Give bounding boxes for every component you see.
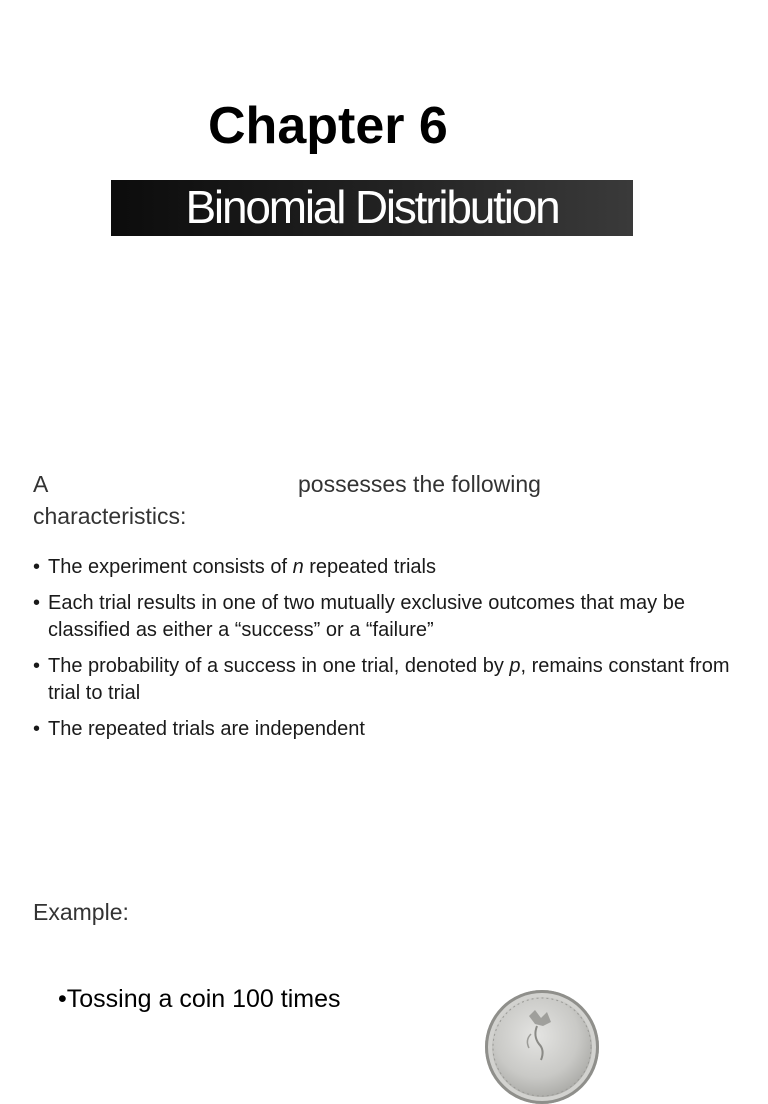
coin-icon xyxy=(485,990,599,1104)
example-item: •Tossing a coin 100 times xyxy=(58,985,341,1013)
bullet-text-tail: , remains constant from trial to trial xyxy=(48,655,730,704)
variable-p: p xyxy=(509,655,521,677)
coin-engraving xyxy=(485,990,599,1104)
bullet-text: The experiment consists of xyxy=(48,556,293,578)
definition-lead: A xyxy=(33,471,49,497)
banner-title: Binomial Distribution xyxy=(185,181,559,233)
bullet-text: The repeated trials are independent xyxy=(48,718,365,740)
list-item xyxy=(33,653,745,707)
list-item xyxy=(33,590,745,644)
bullet-text-tail: repeated trials xyxy=(303,556,436,578)
bullet-text: Each trial results in one of two mutually exclusive outcomes that may be classified as either a “success” or a “failure” xyxy=(48,592,685,641)
title-banner xyxy=(111,180,633,236)
characteristics-list xyxy=(33,554,745,752)
variable-n: n xyxy=(292,556,304,578)
list-item xyxy=(33,716,745,743)
bullet-text: The probability of a success in one trial, denoted by xyxy=(48,655,510,677)
chapter-heading: Chapter 6 xyxy=(208,97,448,155)
definition-continuation: possesses the following xyxy=(298,471,541,497)
bullet-icon: • xyxy=(33,655,41,677)
bullet-icon: • xyxy=(33,556,41,578)
definition-line2: characteristics: xyxy=(33,503,187,529)
example-heading: Example: xyxy=(33,899,129,925)
bullet-icon: • xyxy=(33,592,41,614)
bullet-icon: • xyxy=(33,718,41,740)
list-item xyxy=(33,554,745,581)
